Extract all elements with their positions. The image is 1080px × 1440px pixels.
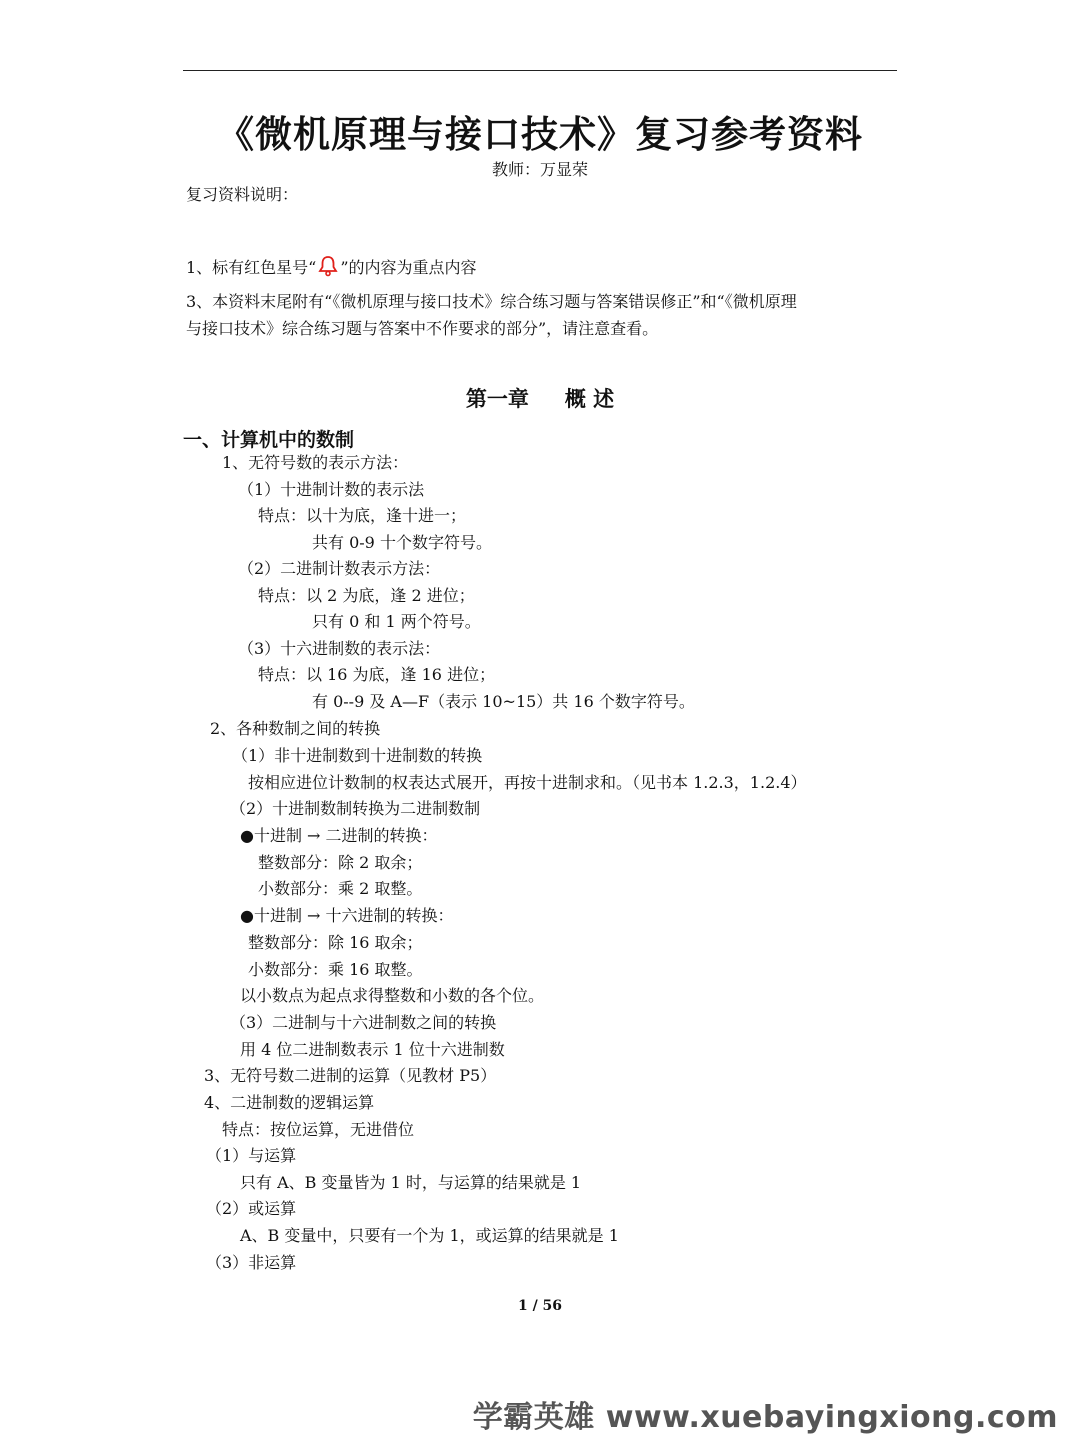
content-line: （2）或运算 bbox=[206, 1199, 297, 1218]
content-line: 3、无符号数二进制的运算（见教材 P5） bbox=[204, 1066, 497, 1085]
content-line: 2、各种数制之间的转换 bbox=[210, 719, 381, 738]
content-line: 小数部分：乘 2 取整。 bbox=[258, 879, 423, 898]
content-line: （1）非十进制数到十进制数的转换 bbox=[232, 746, 483, 765]
content-line: 1、无符号数的表示方法： bbox=[222, 453, 409, 472]
content-line: （1）与运算 bbox=[206, 1146, 297, 1165]
section-heading: 一、计算机中的数制 bbox=[183, 429, 355, 451]
note-1-before: 1、标有红色星号“ bbox=[186, 258, 317, 277]
content-line: ●十进制 → 二进制的转换： bbox=[240, 826, 438, 845]
content-line: 共有 0-9 十个数字符号。 bbox=[312, 533, 492, 552]
red-bell-icon bbox=[317, 255, 339, 282]
content-line: 特点：按位运算，无进借位 bbox=[222, 1120, 415, 1139]
content-line: （3）十六进制数的表示法： bbox=[238, 639, 441, 658]
content-line: 有 0--9 及 A—F（表示 10~15）共 16 个数字符号。 bbox=[312, 692, 695, 711]
content-line: 4、二进制数的逻辑运算 bbox=[204, 1093, 375, 1112]
page-number: 1 / 56 bbox=[517, 1298, 563, 1314]
chapter-heading bbox=[183, 383, 897, 413]
chapter-name: 概 述 bbox=[564, 387, 615, 411]
content-line: 特点：以 2 为底，逢 2 进位； bbox=[258, 586, 475, 605]
content-line: （2）十进制数制转换为二进制数制 bbox=[230, 799, 481, 818]
content-line: 用 4 位二进制数表示 1 位十六进制数 bbox=[240, 1040, 505, 1059]
content-line: （2）二进制计数表示方法： bbox=[238, 559, 441, 578]
content-line: ●十进制 → 十六进制的转换： bbox=[240, 906, 454, 925]
content-line: 整数部分：除 16 取余； bbox=[248, 933, 423, 952]
content-line: （3）二进制与十六进制数之间的转换 bbox=[230, 1013, 497, 1032]
content-line: A、B 变量中，只要有一个为 1，或运算的结果就是 1 bbox=[240, 1226, 619, 1245]
chapter-number: 第一章 bbox=[465, 387, 529, 411]
content-line: 只有 0 和 1 两个符号。 bbox=[312, 612, 481, 631]
content-line: 特点：以 16 为底，逢 16 进位； bbox=[258, 665, 496, 684]
note-3-line-2: 与接口技术》综合练习题与答案中不作要求的部分”，请注意查看。 bbox=[186, 319, 659, 338]
intro-label: 复习资料说明： bbox=[186, 185, 299, 204]
content-line: （3）非运算 bbox=[206, 1253, 297, 1272]
content-line: 以小数点为起点求得整数和小数的各个位。 bbox=[240, 986, 545, 1005]
note-1 bbox=[186, 255, 477, 282]
note-3-line-1: 3、本资料末尾附有“《微机原理与接口技术》综合练习题与答案错误修正”和“《微机原理 bbox=[186, 292, 797, 311]
top-rule bbox=[183, 70, 897, 71]
content-line: （1）十进制计数的表示法 bbox=[238, 480, 425, 499]
content-line: 小数部分：乘 16 取整。 bbox=[248, 960, 423, 979]
content-line: 整数部分：除 2 取余； bbox=[258, 853, 423, 872]
content-line: 按相应进位计数制的权表达式展开，再按十进制求和。（见书本 1.2.3，1.2.4） bbox=[248, 773, 807, 792]
site-watermark: 学霸英雄 www.xuebayingxiong.com bbox=[472, 1400, 1058, 1435]
note-1-after: ”的内容为重点内容 bbox=[340, 258, 477, 277]
content-line: 特点：以十为底，逢十进一； bbox=[258, 506, 467, 525]
document-title: 《微机原理与接口技术》复习参考资料 bbox=[217, 113, 863, 156]
content-line: 只有 A、B 变量皆为 1 时，与运算的结果就是 1 bbox=[240, 1173, 582, 1192]
teacher-name: 教师：万显荣 bbox=[491, 160, 588, 179]
